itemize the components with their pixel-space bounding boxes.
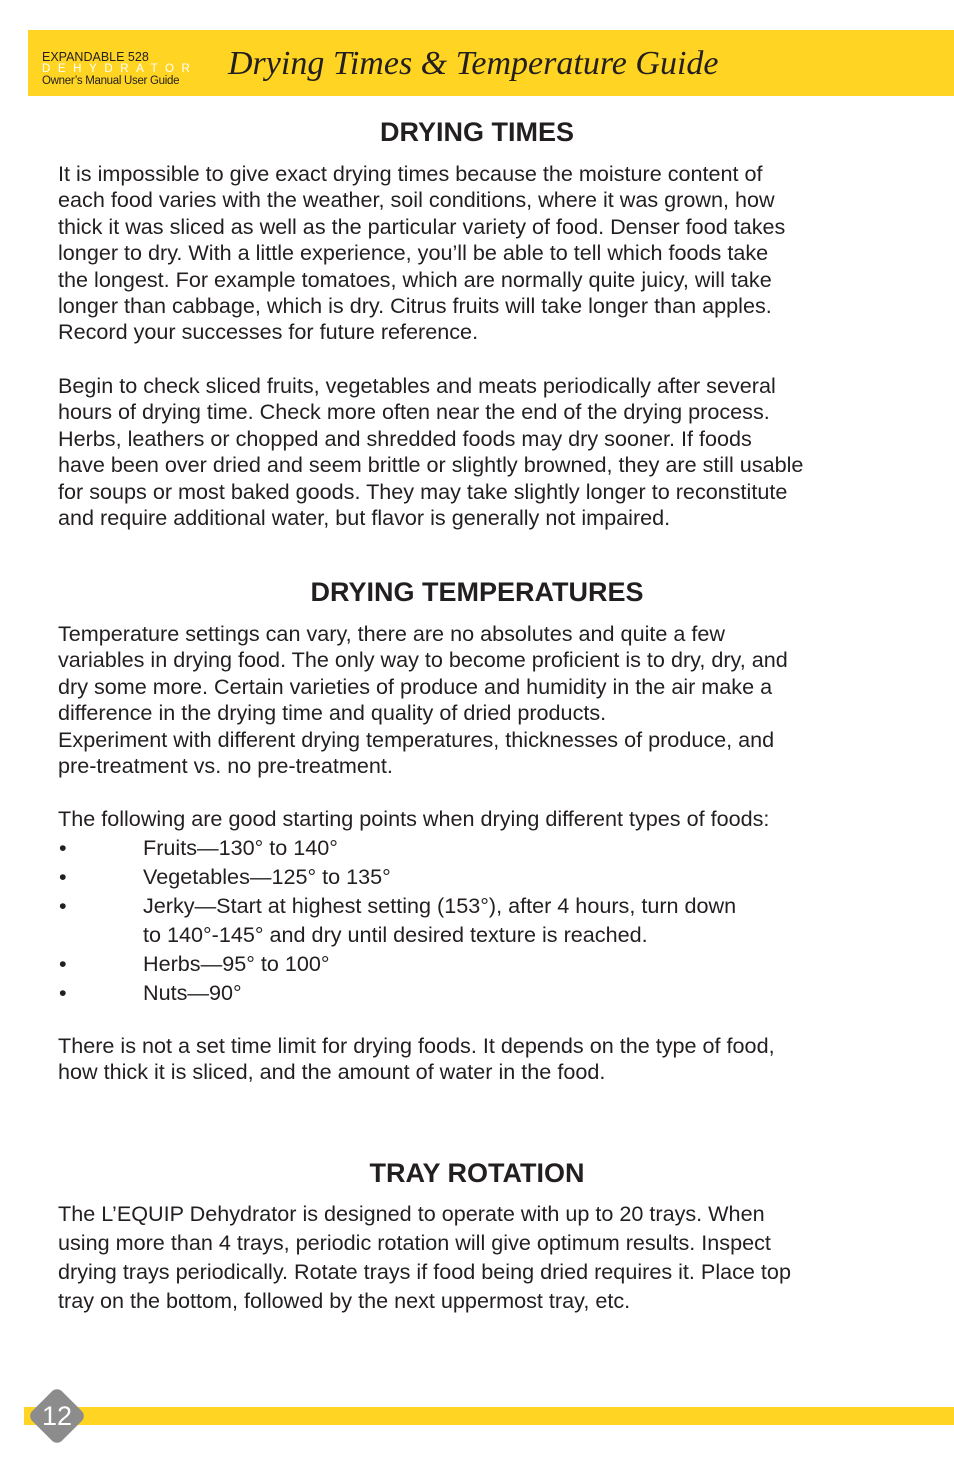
list-item — [58, 978, 736, 1007]
brand-block — [42, 51, 197, 87]
section-heading-drying-times: DRYING TIMES — [379, 117, 574, 147]
text-line: Herbs, leathers or chopped and shredded foods may dry sooner. If foods — [58, 425, 752, 451]
text-line: Experiment with different drying temperatures, thicknesses of produce, and — [58, 726, 775, 752]
bullet-icon: • — [59, 835, 67, 860]
list-item — [58, 862, 736, 891]
drying-temperatures-paragraph-2 — [58, 1033, 775, 1086]
text-line: The following are good starting points when drying different types of foods: — [58, 806, 770, 831]
text-line: Begin to check sliced fruits, vegetables and meats periodically after several — [58, 373, 776, 398]
drying-temperatures-paragraph-1 — [58, 621, 788, 779]
list-item — [58, 891, 736, 949]
text-line: drying trays periodically. Rotate trays if food being dried requires it. Place top — [58, 1259, 791, 1284]
list-item-text: Fruits—130° to 140° — [143, 835, 338, 860]
list-item-text: Nuts—90° — [143, 980, 242, 1005]
list-item-text: Herbs—95° to 100° — [143, 951, 330, 976]
text-line: using more than 4 trays, periodic rotation will give optimum results. Inspect — [58, 1230, 771, 1255]
list-item — [58, 949, 736, 978]
list-item-text: Jerky—Start at highest setting (153°), after 4 hours, turn down — [143, 893, 737, 918]
text-line: the longest. For example tomatoes, which are normally quite juicy, will take — [58, 266, 772, 292]
list-item — [58, 833, 736, 862]
product-label: DEHYDRATOR — [42, 63, 198, 75]
text-line: It is impossible to give exact drying times because the moisture content of — [58, 161, 763, 186]
text-line: for soups or most baked goods. They may take slightly longer to reconstitute — [58, 478, 788, 504]
bullet-icon: • — [59, 893, 67, 918]
text-line: and require additional water, but flavor is generally not impaired. — [58, 505, 671, 531]
text-line: longer than cabbage, which is dry. Citrus fruits will take longer than apples. — [58, 293, 772, 319]
tray-rotation-paragraph — [58, 1199, 791, 1315]
text-line: Temperature settings can vary, there are no absolutes and quite a few — [58, 621, 725, 646]
drying-times-paragraph-1 — [58, 161, 785, 346]
page-title: Drying Times & Temperature Guide — [228, 45, 719, 82]
drying-times-paragraph-2 — [58, 373, 803, 531]
text-line: longer to dry. With a little experience, you’ll be able to tell which foods take — [58, 240, 769, 266]
text-line: The L’EQUIP Dehydrator is designed to operate with up to 20 trays. When — [58, 1201, 765, 1226]
bullet-icon: • — [59, 864, 67, 889]
text-line: variables in drying food. The only way to become proficient is to dry, dry, and — [58, 647, 788, 673]
text-line: There is not a set time limit for drying foods. It depends on the type of food, — [58, 1033, 775, 1058]
bullet-icon: • — [59, 980, 67, 1005]
text-line: tray on the bottom, followed by the next uppermost tray, etc. — [58, 1288, 631, 1313]
text-line: Record your successes for future reference. — [58, 319, 479, 345]
header-band — [28, 30, 954, 96]
temperature-list — [58, 833, 736, 1007]
text-line: thick it was sliced as well as the particular variety of food. Denser food takes — [58, 213, 786, 239]
footer-bar — [24, 1407, 954, 1425]
section-heading-drying-temperatures: DRYING TEMPERATURES — [310, 577, 644, 607]
bullet-icon: • — [59, 951, 67, 976]
text-line: have been over dried and seem brittle or slightly browned, they are still usable — [58, 452, 804, 478]
text-line: hours of drying time. Check more often near the end of the drying process. — [58, 399, 770, 425]
text-line: dry some more. Certain varieties of produce and humidity in the air make a — [58, 673, 773, 699]
temperature-list-intro — [58, 806, 769, 832]
series-label: EXPANDABLE 528 — [42, 50, 149, 64]
guide-label: Owner’s Manual User Guide — [42, 75, 180, 87]
text-line: difference in the drying time and quality of dried products. — [58, 700, 607, 726]
text-line: pre-treatment vs. no pre-treatment. — [58, 753, 393, 779]
list-item-text: Vegetables—125° to 135° — [143, 864, 391, 889]
section-heading-tray-rotation: TRAY ROTATION — [369, 1158, 585, 1188]
text-line: how thick it is sliced, and the amount of water in the food. — [58, 1059, 606, 1085]
text-line: each food varies with the weather, soil conditions, where it was grown, how — [58, 187, 775, 213]
list-item-text: to 140°-145° and dry until desired texture is reached. — [143, 922, 648, 947]
page-number: 12 — [41, 1401, 73, 1431]
